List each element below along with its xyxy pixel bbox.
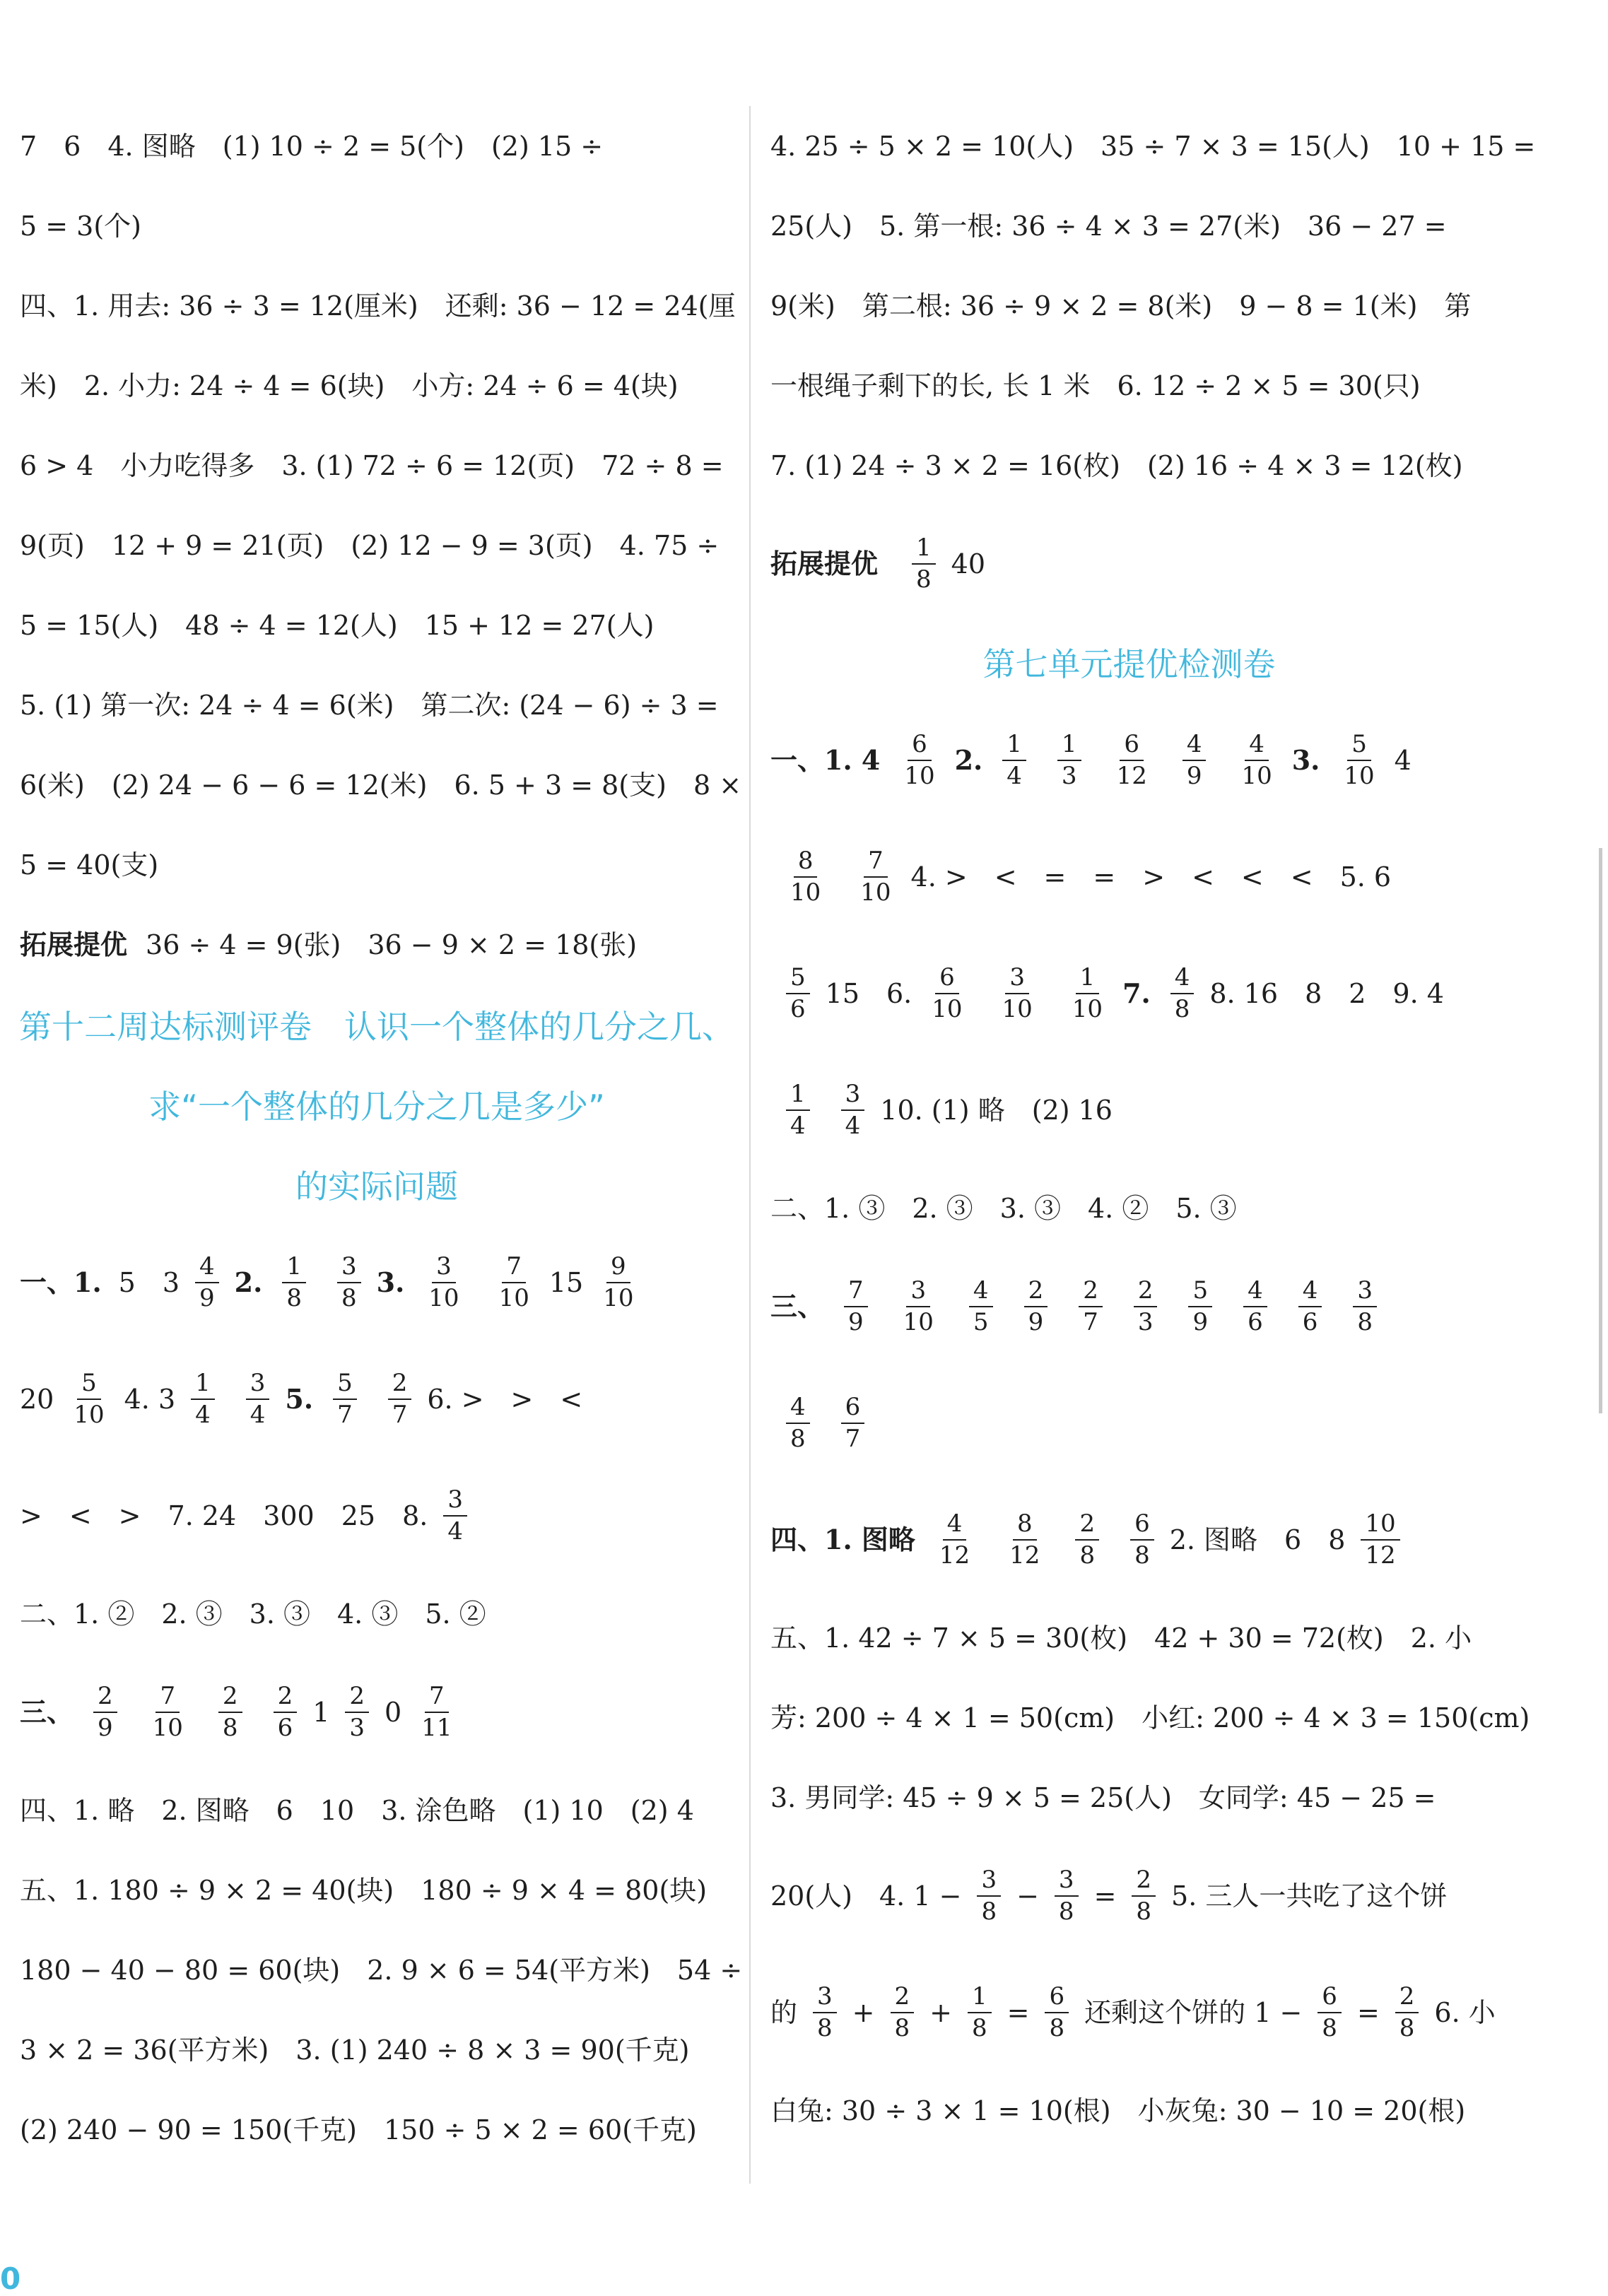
answer-text: 40 [951,548,986,579]
fraction: 1 4 [1002,731,1026,789]
extension-line [20,905,734,984]
answer-text: = [1356,1996,1380,2028]
answer-line: 7. (1) 24 ÷ 3 × 2 = 16(枚) (2) 16 ÷ 4 × 3 = 12(枚) [770,449,1463,481]
answer-text: = [1093,1880,1117,1912]
fraction: 7 10 [498,1252,529,1312]
answer-line: (2) 240 − 90 = 150(千克) 150 ÷ 5 × 2 = 60(千克) [20,2114,697,2145]
answer-line: 芳: 200 ÷ 4 × 1 = 50(cm) 小红: 200 ÷ 4 × 3 = 150(cm) [770,1702,1530,1733]
fraction: $\frac{3}{8}$ [1055,1866,1079,1924]
fraction: $\frac{6}{8}$ [1045,1983,1069,2041]
left-column [19,106,743,2170]
answer-line: 5 = 3(个) [20,210,142,242]
answer-line [770,1365,1488,1481]
fraction: 6 7 [841,1394,865,1452]
fraction: 6 8 [1130,1510,1154,1568]
fraction: 2 7 [388,1370,412,1427]
fraction: 6 12 [1116,730,1147,790]
q-label: 7. [1122,977,1151,1009]
answer-line [770,1248,1488,1365]
section-heading: 求“一个整体的几分之几是多少” [148,1087,605,1126]
answer-line: 四、1. 用去: 36 ÷ 3 = 12(厘米) 还剩: 36 − 12 = 24(厘 [20,290,736,322]
page-number: 0 [0,2261,21,2296]
answer-line: 五、1. 180 ÷ 9 × 2 = 40(块) 180 ÷ 9 × 4 = 80(块) [20,1874,708,1906]
fraction: 2 8 [218,1683,242,1741]
answer-line: 一根绳子剩下的长, 长 1 米 6. 12 ÷ 2 × 5 = 30(只) [770,370,1421,401]
fraction: $\frac{1}{8}$ [968,1983,992,2041]
answer-line: 9(页) 12 + 9 = 21(页) (2) 12 − 9 = 3(页) 4. 75 ÷ [20,529,720,561]
q-label: 2. [234,1266,263,1298]
fraction: 4 9 [1182,731,1207,789]
q-label: 一、1. [20,1266,102,1298]
fraction: $\frac{3}{8}$ [977,1866,1001,1924]
answer-line [20,1654,734,1770]
fraction: 10 12 [1361,1510,1399,1568]
answer-line [770,1837,1488,1954]
fraction: 4 5 [969,1277,993,1335]
answer-line: 二、1. ② 2. ③ 3. ③ 4. ③ 5. ② [20,1598,486,1630]
q-label: 5. [285,1382,314,1415]
answer-line: 4. 25 ÷ 5 × 2 = 10(人) 35 ÷ 7 × 3 = 15(人) 10 + 15 = [770,130,1536,162]
answer-text: 8. 16 8 2 9. 4 [1209,977,1444,1009]
answer-line [20,1341,734,1457]
fraction: 2 3 [1134,1277,1158,1335]
answer-line: 5 = 40(支) [20,849,159,881]
answer-text: 4. 3 [124,1383,176,1415]
answer-line [770,1954,1496,2071]
fraction: 5 7 [333,1370,357,1427]
fraction: 5 6 [786,964,810,1022]
fraction: 2 3 [345,1683,369,1741]
answer-text: 2. 图略 6 8 [1169,1524,1346,1555]
fraction: 6 10 [932,963,963,1023]
answer-text: 1 [312,1696,330,1728]
fraction: 2 6 [274,1683,298,1741]
answer-line: 5. (1) 第一次: 24 ÷ 4 = 6(米) 第二次: (24 − 6) ÷ 3 = [20,689,719,721]
fraction: 3 8 [337,1253,361,1311]
q-label: 一、1. 4 [770,743,881,776]
q-label: 3. [376,1266,405,1298]
answer-text: + [929,1996,952,2028]
fraction: 4 8 [786,1394,810,1452]
answer-line: 25(人) 5. 第一根: 36 ÷ 4 × 3 = 27(米) 36 − 27 = [770,210,1447,242]
fraction: 4 9 [195,1253,219,1311]
answer-text: 的 [770,1996,798,2028]
answer-line: 米) 2. 小力: 24 ÷ 4 = 6(块) 小方: 24 ÷ 6 = 4(块) [20,370,679,401]
fraction: 9 10 [603,1252,634,1312]
answer-text: 5. 三人一共吃了这个饼 [1171,1880,1448,1912]
fraction: $\frac{6}{8}$ [1317,1983,1342,2041]
answer-line: 五、1. 42 ÷ 7 × 5 = 30(枚) 42 + 30 = 72(枚) 2. 小 [770,1622,1472,1654]
fraction: 3 10 [903,1276,934,1336]
fraction: 1 4 [191,1370,215,1427]
q-label: 2. [954,743,983,776]
answer-text: 还剩这个饼的 1 − [1084,1996,1303,2028]
fraction: 3 8 [1353,1277,1377,1335]
answer-text: 15 [548,1266,584,1298]
page-edge-shadow [1599,848,1602,1413]
answer-text: + [852,1996,875,2028]
extension-text: 36 ÷ 4 = 9(张) 36 − 9 × 2 = 18(张) [146,929,638,960]
fraction: 4 10 [1241,730,1272,790]
fraction: 5 10 [74,1369,105,1429]
q-label: 四、1. 图略 [770,1523,915,1555]
q-label: 三、 [20,1695,74,1728]
right-column [770,106,1536,2150]
fraction: 8 10 [790,847,821,907]
fraction: 7 9 [844,1277,868,1335]
answer-line: 7 6 4. 图略 (1) 10 ÷ 2 = 5(个) (2) 15 ÷ [20,130,604,162]
answer-text: = [1007,1996,1030,2028]
fraction: 2 9 [1024,1277,1048,1335]
answer-text: − [1016,1880,1039,1912]
answer-line [770,818,1488,935]
answer-line: 二、1. ③ 2. ③ 3. ③ 4. ② 5. ③ [770,1192,1237,1224]
answer-line: 9(米) 第二根: 36 ÷ 9 × 2 = 8(米) 9 − 8 = 1(米) 第 [770,290,1472,322]
answer-text: 10. (1) 略 (2) 16 [880,1094,1113,1126]
fraction: 3 4 [443,1486,467,1544]
fraction: $\frac{2}{8}$ [1132,1866,1156,1924]
column-divider [749,106,751,2184]
fraction: 4 8 [1170,964,1195,1022]
fraction: 3 4 [841,1081,865,1138]
q-label: 三、 [770,1290,825,1322]
fraction: 1 8 [282,1253,306,1311]
fraction: 8 12 [1009,1509,1040,1570]
extension-label: 拓展提优 [770,548,879,579]
answer-line [20,1457,734,1574]
answer-text: 6. 小 [1434,1996,1496,2028]
answer-line [770,935,1488,1052]
answer-text: > < > 7. 24 300 25 8. [20,1500,428,1531]
answer-line [20,1224,734,1341]
extension-label: 拓展提优 [20,929,128,960]
fraction: 7 10 [152,1682,183,1742]
answer-line: 6(米) (2) 24 − 6 − 6 = 12(米) 6. 5 + 3 = 8(支) 8 × [20,769,742,801]
answer-text: 20(人) 4. 1 − [770,1880,962,1912]
answer-text: 20 [20,1383,54,1415]
fraction: 3 8 [813,1983,837,2041]
answer-line: 5 = 15(人) 48 ÷ 4 = 12(人) 15 + 12 = 27(人) [20,609,655,641]
q-label: 3. [1291,743,1320,776]
fraction: 4 12 [939,1509,970,1570]
section-heading: 的实际问题 [295,1167,458,1206]
answer-text: 4 [1394,744,1412,776]
fraction: 2 8 [1075,1510,1099,1568]
answer-text: 5 3 [118,1266,180,1298]
answer-line [770,702,1488,818]
answer-text: 6. > > < [427,1383,583,1415]
answer-line [770,1481,1488,1598]
fraction: 2 9 [93,1683,117,1741]
answer-line: 白兔: 30 ÷ 3 × 1 = 10(根) 小灰兔: 30 − 10 = 20(根) [770,2095,1466,2126]
answer-line: 180 − 40 − 80 = 60(块) 2. 9 × 6 = 54(平方米) 54 ÷ [20,1954,743,1986]
answer-line: 3. 男同学: 45 ÷ 9 × 5 = 25(人) 女同学: 45 − 25 = [770,1782,1436,1813]
fraction: 5 9 [1188,1277,1212,1335]
fraction: 5 10 [1344,730,1375,790]
answer-text: 15 6. [825,977,912,1009]
fraction: 4 6 [1243,1277,1267,1335]
fraction: 7 11 [421,1682,452,1742]
fraction: 1 3 [1057,731,1081,789]
fraction: 1 10 [1072,963,1103,1023]
fraction: 3 10 [428,1252,459,1312]
answer-line: 6 > 4 小力吃得多 3. (1) 72 ÷ 6 = 12(页) 72 ÷ 8 = [20,449,724,481]
answer-text: 4. > < = = > < < < 5. 6 [910,861,1392,893]
fraction: 1 4 [786,1081,810,1138]
fraction: 3 10 [1002,963,1033,1023]
extension-line [770,505,1488,622]
answer-line: 四、1. 略 2. 图略 6 10 3. 涂色略 (1) 10 (2) 4 [20,1794,694,1826]
fraction: $\frac{2}{8}$ [1395,1983,1419,2041]
answer-line [770,1052,1488,1168]
fraction: 1 8 [912,534,936,592]
answer-line: 3 × 2 = 36(平方米) 3. (1) 240 ÷ 8 × 3 = 90(千克) [20,2034,690,2066]
fraction: 4 6 [1298,1277,1322,1335]
fraction: 3 4 [246,1370,270,1427]
section-heading: 第十二周达标测评卷 认识一个整体的几分之几、 [19,1007,734,1046]
fraction: 2 7 [1079,1277,1103,1335]
fraction: 6 10 [904,730,935,790]
fraction: 7 10 [860,847,891,907]
fraction: $\frac{2}{8}$ [891,1983,915,2041]
answer-text: 0 [385,1696,402,1728]
section-heading: 第七单元提优检测卷 [982,644,1276,683]
